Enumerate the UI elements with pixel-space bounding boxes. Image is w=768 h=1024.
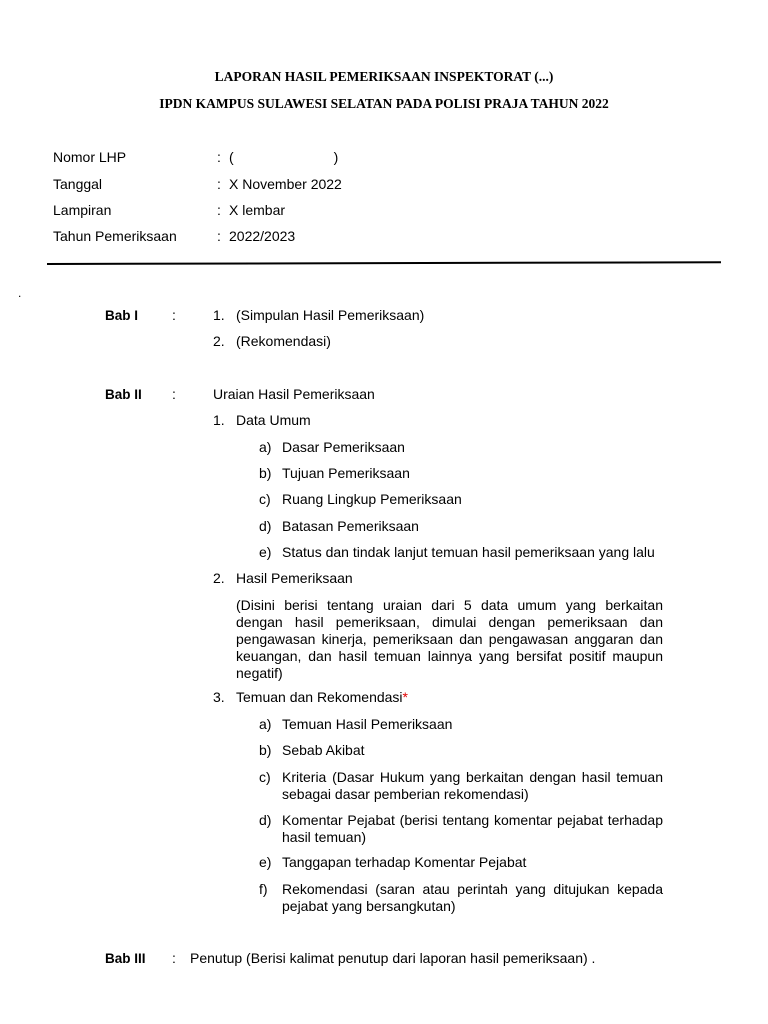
- item-number: 2.: [213, 333, 225, 349]
- meta-label-lampiran: Lampiran: [53, 202, 112, 218]
- meta-label-tanggal: Tanggal: [53, 176, 103, 192]
- required-asterisk: *: [402, 689, 408, 705]
- bab2-title: Uraian Hasil Pemeriksaan: [213, 386, 375, 402]
- item-text: (Simpulan Hasil Pemeriksaan): [236, 307, 425, 323]
- bab2-item1-sub-c: [259, 491, 462, 508]
- bab2-item3-sub-c-letter: c): [259, 769, 271, 785]
- bab2-item-1: [213, 412, 311, 429]
- bab2-colon: :: [172, 386, 176, 402]
- meta-value-tahun: 2022/2023: [229, 228, 296, 244]
- bab2-item-2: [213, 570, 353, 587]
- bab2-item1-sub-b: [259, 465, 410, 482]
- item-number: 2.: [213, 570, 225, 586]
- bab2-item1-sub-e: [259, 544, 655, 561]
- bab2-item3-sub-d-text: Komentar Pejabat (berisi tentang komentar pejabat terhadap hasil temuan): [282, 812, 663, 845]
- item-number: 3.: [213, 689, 225, 705]
- bab1-item-1: [213, 307, 424, 324]
- sub-text: Ruang Lingkup Pemeriksaan: [282, 491, 462, 507]
- meta-colon: :: [217, 176, 221, 192]
- bab2-item1-sub-a: [259, 439, 405, 456]
- bab3-label: Bab III: [105, 951, 146, 966]
- bab2-item3-sub-a: [259, 716, 452, 733]
- bab2-item1-sub-d: [259, 518, 419, 535]
- bab2-item3-sub-f-text: Rekomendasi (saran atau perintah yang ditujukan kepada pejabat yang bersangkutan): [282, 881, 663, 914]
- meta-colon: :: [217, 202, 221, 218]
- sub-letter: b): [259, 742, 272, 758]
- item-text: (Rekomendasi): [236, 333, 331, 349]
- meta-colon: :: [217, 149, 221, 165]
- sub-letter: d): [259, 518, 272, 534]
- bab1-item-2: [213, 333, 331, 350]
- bab2-label: Bab II: [105, 387, 142, 402]
- bab2-item2-description: (Disini berisi tentang uraian dari 5 data umum yang berkaitan dengan hasil pemeriksaan, dimulai dengan pemeriksaan dan pengawasan kinerja, pemeriksaan dan pengawasan anggaran dan keuangan, dan hasil temuan lainnya yang bersifat positif maupun negatif): [236, 597, 663, 681]
- item-number: 1.: [213, 412, 225, 428]
- meta-value-nomor: [229, 149, 338, 166]
- bab2-item3-sub-f-letter: f): [259, 881, 268, 897]
- bab2-item3-sub-d-letter: d): [259, 812, 272, 828]
- bab2-item3-sub-e: [259, 854, 526, 871]
- stray-dot: .: [18, 286, 22, 300]
- sub-text: Batasan Pemeriksaan: [282, 518, 419, 534]
- meta-label-nomor: Nomor LHP: [53, 149, 127, 165]
- sub-text: Sebab Akibat: [282, 742, 365, 758]
- meta-value-tanggal: X November 2022: [229, 176, 342, 192]
- sub-letter: a): [259, 439, 272, 455]
- sub-text: Temuan Hasil Pemeriksaan: [282, 716, 453, 732]
- bab1-label: Bab I: [105, 308, 139, 323]
- sub-text: Dasar Pemeriksaan: [282, 439, 405, 455]
- item-text: Data Umum: [236, 412, 311, 428]
- meta-value-close: ): [333, 149, 339, 165]
- sub-text: Tujuan Pemeriksaan: [282, 465, 410, 481]
- meta-colon: :: [217, 228, 221, 244]
- sub-letter: e): [259, 854, 272, 870]
- sub-letter: b): [259, 465, 272, 481]
- bab2-item3-sub-b: [259, 742, 365, 759]
- report-title-line2: IPDN KAMPUS SULAWESI SELATAN PADA POLISI PRAJA TAHUN 2022: [159, 96, 609, 111]
- item-number: 1.: [213, 307, 225, 323]
- sub-letter: a): [259, 716, 272, 732]
- sub-text: Tanggapan terhadap Komentar Pejabat: [282, 854, 527, 870]
- meta-label-tahun: Tahun Pemeriksaan: [53, 228, 177, 244]
- bab1-colon: :: [172, 307, 176, 323]
- bab2-item-3: [213, 689, 408, 706]
- header-divider: [47, 261, 721, 265]
- sub-text: Status dan tindak lanjut temuan hasil pemeriksaan yang lalu: [282, 544, 655, 560]
- bab3-colon: :: [172, 950, 176, 966]
- meta-value-open: (: [229, 149, 234, 165]
- report-title-line1: LAPORAN HASIL PEMERIKSAAN INSPEKTORAT (...): [214, 69, 554, 84]
- sub-letter: c): [259, 491, 271, 507]
- meta-value-lampiran: X lembar: [229, 202, 286, 218]
- item-text: Temuan dan Rekomendasi: [236, 689, 403, 705]
- bab2-item3-sub-c-text: Kriteria (Dasar Hukum yang berkaitan dengan hasil temuan sebagai dasar pemberian rekomendasi): [282, 769, 663, 802]
- bab3-text: Penutup (Berisi kalimat penutup dari laporan hasil pemeriksaan) .: [190, 950, 596, 966]
- item-text: Hasil Pemeriksaan: [236, 570, 353, 586]
- sub-letter: e): [259, 544, 272, 560]
